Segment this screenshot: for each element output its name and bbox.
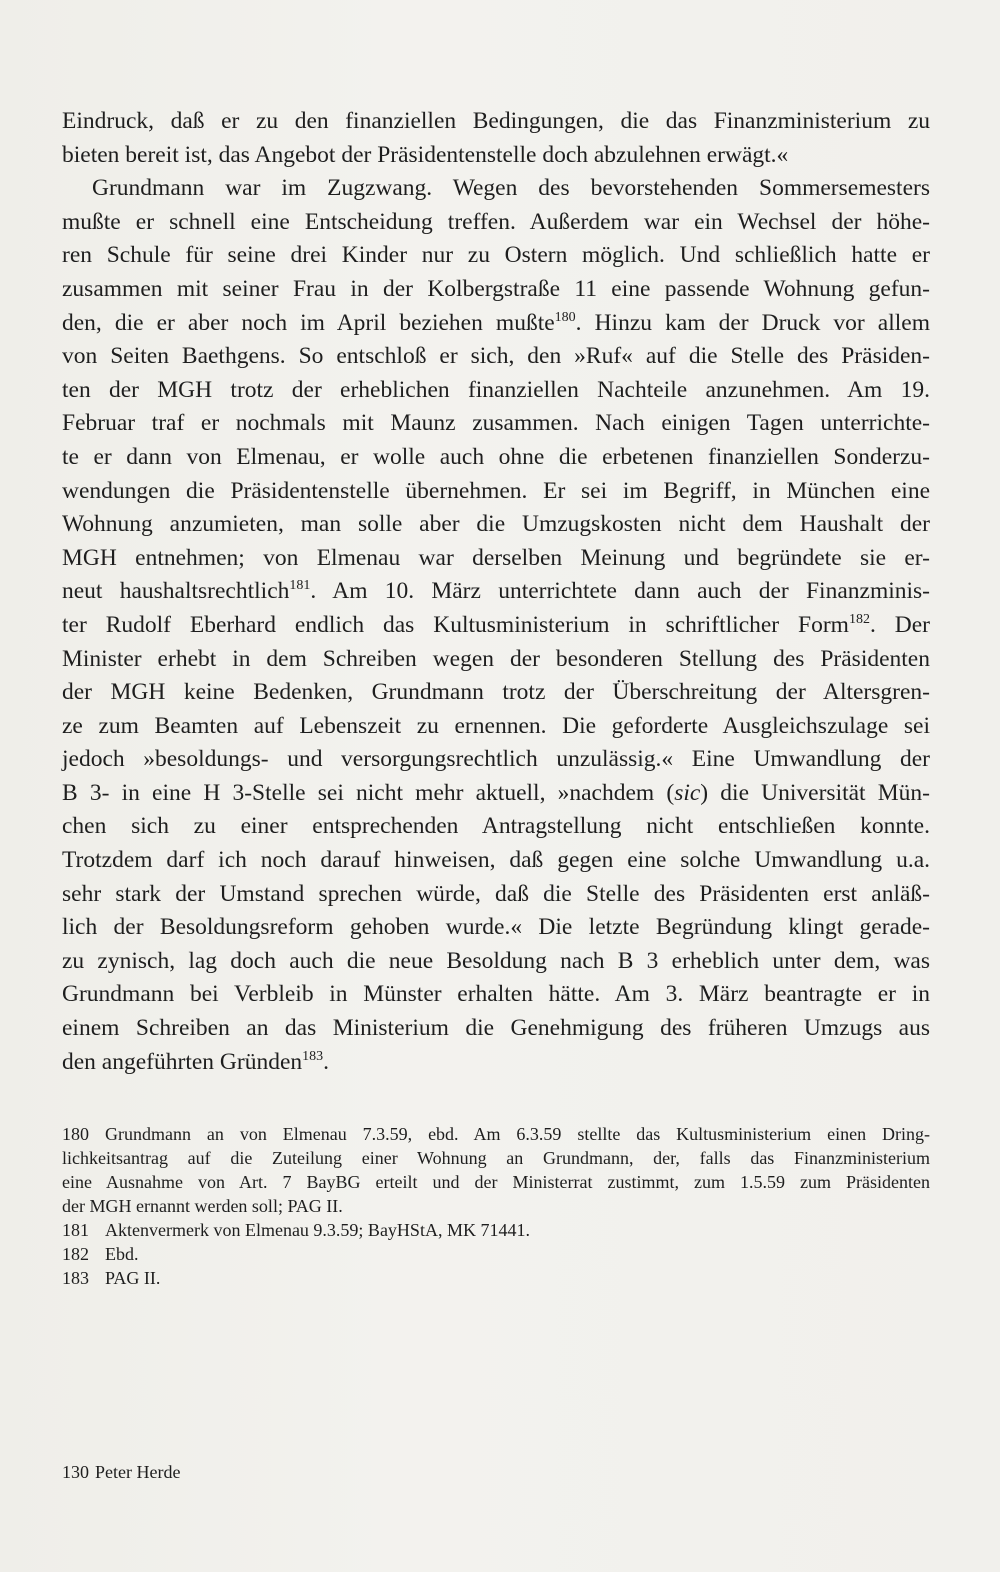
text-line [62, 575, 930, 609]
footnote-181 [62, 1218, 930, 1242]
text-line: von Seiten Baethgens. So entschloß er sich, den »Ruf« auf die Stelle des Präsiden- [62, 343, 930, 370]
text-line: B 3- in eine H 3-Stelle sei nicht mehr aktuell, »nachdem (sic) die Universität Mün- [62, 779, 930, 806]
text-line [62, 307, 930, 341]
text-segment: neut haushaltsrechtlich [62, 578, 290, 605]
footnote-ref-180[interactable]: 180 [554, 309, 576, 325]
text-line: lich der Besoldungsreform gehoben wurde.« Die letzte Begründung klingt gerade- [62, 914, 930, 941]
footnote-line: der MGH ernannt werden soll; PAG II. [62, 1196, 343, 1216]
footnotes [62, 1122, 930, 1290]
text-line: MGH entnehmen; von Elmenau war derselben Meinung und begründete sie er- [62, 544, 930, 571]
footnote-183 [62, 1266, 930, 1290]
text-segment: den angeführten Gründen [62, 1048, 303, 1075]
footnote-text: Grundmann an von Elmenau 7.3.59, ebd. Am 6.3.59 stellte das Kultusministerium einen Dring- [105, 1124, 930, 1144]
footnote-ref-182[interactable]: 182 [848, 611, 870, 627]
text-line: ze zum Beamten auf Lebenszeit zu ernennen. Die geforderte Ausgleichszulage sei [62, 712, 930, 739]
text-line: einem Schreiben an das Ministerium die Genehmigung des früheren Umzugs aus [62, 1015, 930, 1042]
text-line: te er dann von Elmenau, er wolle auch ohne die erbetenen finanziellen Sonderzu- [62, 443, 930, 470]
text-line: Eindruck, daß er zu den finanziellen Bedingungen, die das Finanzministerium zu [62, 108, 930, 134]
footnote-ref-181[interactable]: 181 [289, 578, 311, 594]
running-author: Peter Herde [95, 1462, 181, 1482]
footnote-line: eine Ausnahme von Art. 7 BayBG erteilt und der Ministerrat zustimmt, zum 1.5.59 zum Präsidenten [62, 1172, 930, 1192]
footnote-ref-183[interactable]: 183 [302, 1048, 324, 1064]
text-line: zu zynisch, lag doch auch die neue Besoldung nach B 3 erheblich unter dem, was [62, 947, 930, 974]
text-line: Minister erhebt in dem Schreiben wegen der besonderen Stellung des Präsidenten [62, 645, 930, 672]
body-text [62, 105, 930, 1079]
sic-annotation: sic [674, 779, 701, 806]
text-line: der MGH keine Bedenken, Grundmann trotz der Überschreitung der Altersgren- [62, 679, 930, 706]
text-segment: den, die er aber noch im April beziehen mußte [62, 309, 555, 336]
text-line: Februar traf er nochmals mit Maunz zusammen. Nach einigen Tagen unterrichte- [62, 410, 930, 437]
text-line: sehr stark der Umstand sprechen würde, daß die Stelle des Präsidenten erst anläß- [62, 880, 930, 907]
text-segment: . Der [869, 611, 930, 638]
text-line: wendungen die Präsidentenstelle übernehmen. Er sei im Begriff, in München eine [62, 477, 930, 504]
footnote-number: 181 [62, 1220, 89, 1240]
text-line: Wohnung anzumieten, man solle aber die Umzugskosten nicht dem Haushalt der [62, 511, 930, 538]
footnote-text: Ebd. [105, 1244, 139, 1264]
text-line: mußte er schnell eine Entscheidung treffen. Außerdem war ein Wechsel der höhe- [62, 208, 930, 235]
text-line: Trotzdem darf ich noch darauf hinweisen, daß gegen eine solche Umwandlung u.a. [62, 847, 930, 874]
text-line: ten der MGH trotz der erheblichen finanziellen Nachteile anzunehmen. Am 19. [62, 376, 930, 403]
footnote-text: PAG II. [105, 1268, 161, 1288]
footnote-line: lichkeitsantrag auf die Zuteilung einer Wohnung an Grundmann, der, falls das Finanzministerium [62, 1148, 930, 1168]
text-segment: ter Rudolf Eberhard endlich das Kultusministerium in schriftlicher Form [62, 611, 849, 638]
text-line [62, 609, 930, 643]
text-segment: . [323, 1048, 330, 1075]
text-line: chen sich zu einer entsprechenden Antragstellung nicht entschließen konnte. [62, 813, 930, 840]
footnote-number: 180 [62, 1124, 89, 1144]
page-footer [62, 1460, 180, 1484]
text-line: ren Schule für seine drei Kinder nur zu Ostern möglich. Und schließlich hatte er [62, 242, 930, 269]
text-segment: . Am 10. März unterrichtete dann auch der Finanzminis- [310, 578, 931, 605]
text-line [62, 1046, 930, 1080]
footnote-number: 182 [62, 1244, 89, 1264]
text-line: Grundmann bei Verbleib in Münster erhalten hätte. Am 3. März beantragte er in [62, 981, 930, 1008]
text-line: bieten bereit ist, das Angebot der Präsidentenstelle doch abzulehnen erwägt.« [62, 141, 789, 168]
page-number: 130 [62, 1462, 89, 1482]
footnote-180 [62, 1122, 930, 1146]
footnote-text: Aktenvermerk von Elmenau 9.3.59; BayHStA, MK 71441. [105, 1220, 530, 1240]
text-line: zusammen mit seiner Frau in der Kolbergstraße 11 eine passende Wohnung gefun- [62, 275, 930, 302]
text-segment: . Hinzu kam der Druck vor allem [575, 309, 930, 336]
text-line: Grundmann war im Zugzwang. Wegen des bevorstehenden Sommersemesters [92, 175, 930, 202]
footnote-number: 183 [62, 1268, 89, 1288]
footnote-182 [62, 1242, 930, 1266]
text-line: jedoch »besoldungs- und versorgungsrechtlich unzulässig.« Eine Umwandlung der [62, 746, 930, 773]
